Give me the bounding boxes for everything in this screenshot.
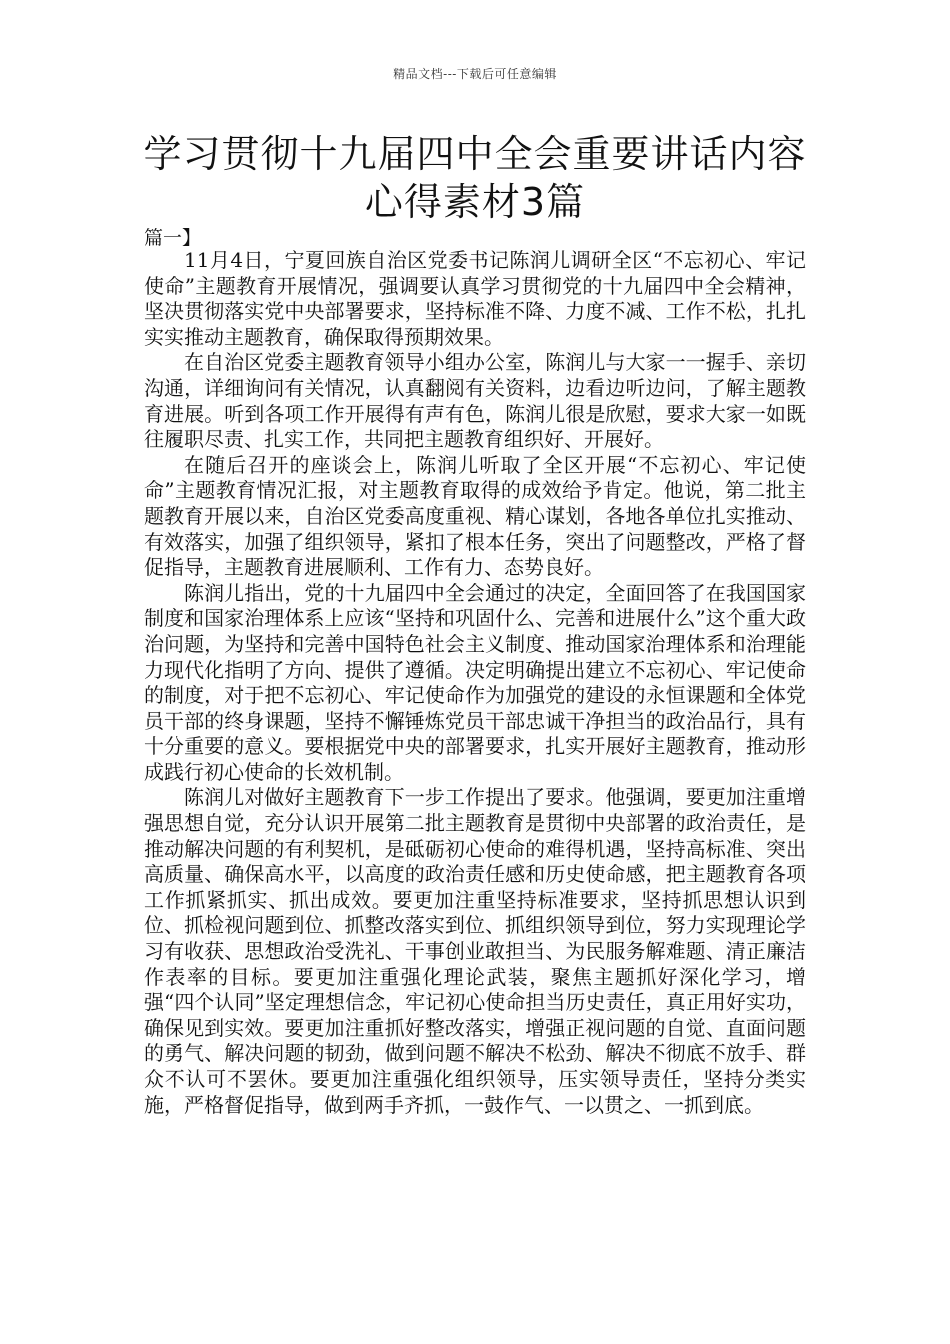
paragraph-3: 在随后召开的座谈会上，陈润儿听取了全区开展“不忘初心、牢记使命”主题教育情况汇报，对主题教育取得的成效给予肯定。他说，第二批主题教育开展以来，自治区党委高度重视、精心谋划，各地各单位扎实推动、有效落实，加强了组织领导，紧扣了根本任务，突出了问题整改，严格了督促指导，主题教育进展顺利、工作有力、态势良好。 <box>144 452 806 580</box>
header-note: 精品文档---下载后可任意编辑 <box>393 67 557 81</box>
paragraph-2: 在自治区党委主题教育领导小组办公室，陈润儿与大家一一握手、亲切沟通，详细询问有关情况，认真翻阅有关资料，边看边听边问，了解主题教育进展。听到各项工作开展得有声有色，陈润儿很是欣慰，要求大家一如既往履职尽责、扎实工作，共同把主题教育组织好、开展好。 <box>144 350 806 452</box>
paragraph-5: 陈润儿对做好主题教育下一步工作提出了要求。他强调，要更加注重增强思想自觉，充分认识开展第二批主题教育是贯彻中央部署的政治责任，是推动解决问题的有利契机，是砥砺初心使命的难得机遇，坚持高标准、突出高质量、确保高水平，以高度的政治责任感和历史使命感，把主题教育各项工作抓紧抓实、抓出成效。要更加注重坚持标准要求，坚持抓思想认识到位、抓检视问题到位、抓整改落实到位、抓组织领导到位，努力实现理论学习有收获、思想政治受洗礼、干事创业敢担当、为民服务解难题、清正廉洁作表率的目标。要更加注重强化理论武装，聚焦主题抓好深化学习，增强“四个认同”坚定理想信念，牢记初心使命担当历史责任，真正用好实功，确保见到实效。要更加注重抓好整改落实，增强正视问题的自觉、直面问题的勇气、解决问题的韧劲，做到问题不解决不松劲、解决不彻底不放手、群众不认可不罢休。要更加注重强化组织领导，压实领导责任，坚持分类实施，严格督促指导，做到两手齐抓，一鼓作气、一以贯之、一抓到底。 <box>144 785 806 1117</box>
paragraph-4: 陈润儿指出，党的十九届四中全会通过的决定，全面回答了在我国国家制度和国家治理体系上应该“坚持和巩固什么、完善和进展什么”这个重大政治问题，为坚持和完善中国特色社会主义制度、推动国家治理体系和治理能力现代化指明了方向、提供了遵循。决定明确提出建立不忘初心、牢记使命的制度，对于把不忘初心、牢记使命作为加强党的建设的永恒课题和全体党员干部的终身课题，坚持不懈锤炼党员干部忠诚干净担当的政治品行，具有十分重要的意义。要根据党中央的部署要求，扎实开展好主题教育，推动形成践行初心使命的长效机制。 <box>144 580 806 784</box>
document-title-line-1: 学习贯彻十九届四中全会重要讲话内容 <box>143 132 807 176</box>
document-title <box>120 130 830 226</box>
paragraph-1: 11月4日，宁夏回族自治区党委书记陈润儿调研全区“不忘初心、牢记使命”主题教育开展情况，强调要认真学习贯彻党的十九届四中全会精神，坚决贯彻落实党中央部署要求，坚持标准不降、力度不减、工作不松，扎扎实实推动主题教育，确保取得预期效果。 <box>144 248 806 349</box>
document-title-line-2: 心得素材3篇 <box>364 180 586 224</box>
section-heading: 篇一】 <box>144 227 202 249</box>
body-text <box>144 248 806 1118</box>
